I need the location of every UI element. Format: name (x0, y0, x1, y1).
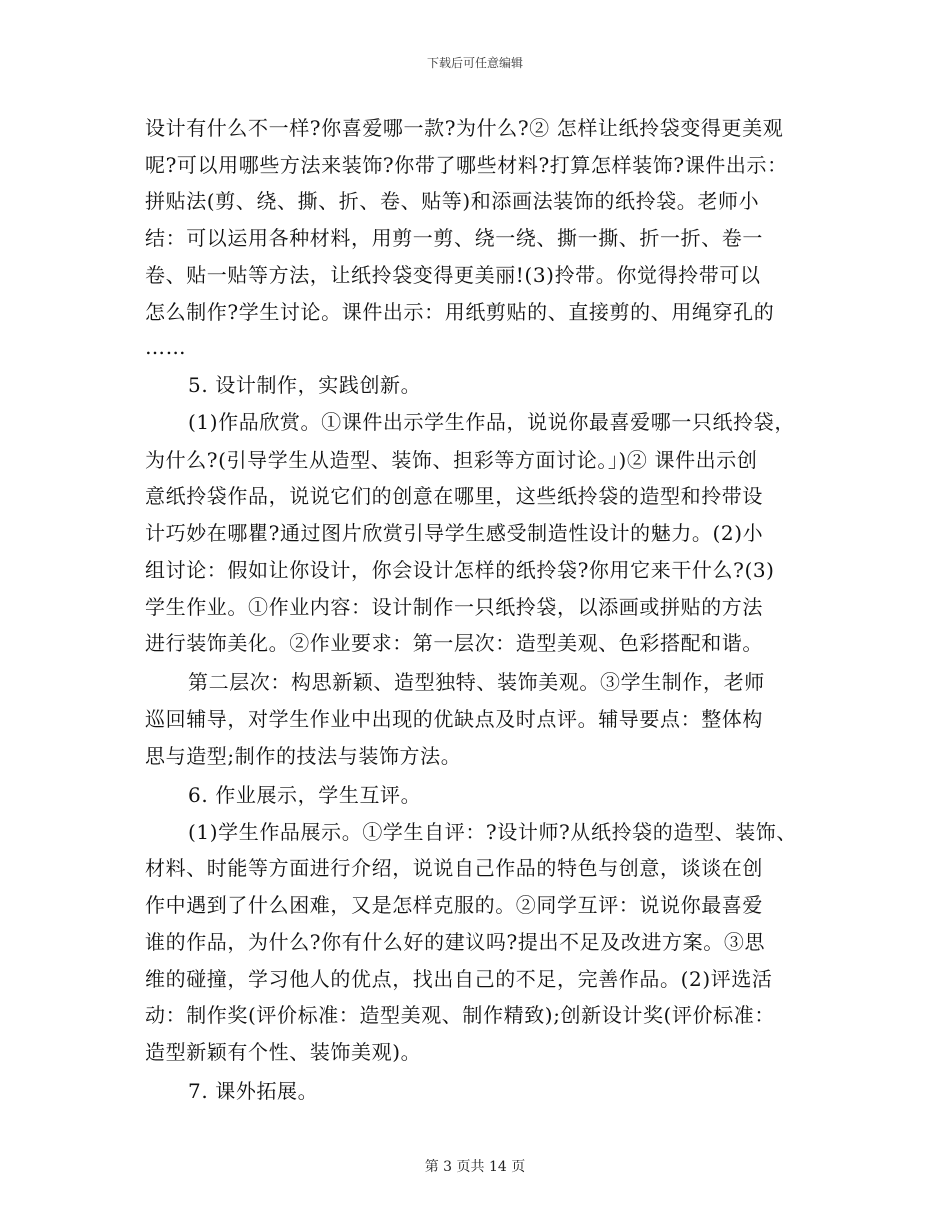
text-line: 结：可以运用各种材料，用剪一剪、绕一绕、撕一撕、折一折、卷一 (145, 226, 763, 250)
text-line: 计巧妙在哪瞿?通过图片欣赏引导学生感受制造性设计的魅力。(2)小 (145, 521, 764, 545)
page-header: 下载后可任意编辑 (426, 56, 523, 70)
text-line: 造型新颖有个性、装饰美观)。 (145, 1040, 422, 1064)
text-line: 材料、时能等方面进行介绍，说说自己作品的特色与创意，谈谈在创 (145, 856, 763, 880)
text-line: 维的碰撞，学习他人的优点，找出自己的不足，完善作品。(2)评选活 (145, 967, 773, 991)
text-line: 谁的作品，为什么?你有什么好的建议吗?提出不足及改进方案。③思 (145, 930, 766, 954)
text-line: 进行装饰美化。②作业要求：第一层次：造型美观、色彩搭配和谐。 (145, 631, 763, 655)
text-line: 思与造型;制作的技法与装饰方法。 (145, 744, 462, 768)
section-heading-6: 6. 作业展示，学生互评。 (188, 783, 422, 807)
text-line: (1)学生作品展示。①学生自评：?设计师?从纸拎袋的造型、装饰、 (188, 820, 797, 844)
text-line: 怎么制作?学生讨论。课件出示：用纸剪贴的、直接剪的、用绳穿孔的 (145, 300, 775, 324)
text-line: 卷、贴一贴等方法，让纸拎袋变得更美丽!(3)拎带。你觉得拎带可以 (145, 263, 761, 287)
page-footer: 第 3 页共 14 页 (424, 1159, 526, 1175)
text-line: 组讨论：假如让你设计，你会设计怎样的纸拎袋?你用它来干什么?(3) (145, 558, 775, 582)
text-line: (1)作品欣赏。①课件出示学生作品，说说你最喜爱哪一只纸拎袋， (188, 410, 795, 434)
text-line: …… (145, 335, 187, 359)
text-line: 设计有什么不一样?你喜爱哪一款?为什么?② 怎样让纸拎袋变得更美观 (145, 116, 784, 140)
section-heading-7: 7. 课外拓展。 (188, 1079, 319, 1103)
text-line: 作中遇到了什么困难，又是怎样克服的。②同学互评：说说你最喜爱 (145, 893, 763, 917)
text-line: 意纸拎袋作品，说说它们的创意在哪里，这些纸拎袋的造型和拎带设 (145, 484, 763, 508)
text-line: 呢?可以用哪些方法来装饰?你带了哪些材料?打算怎样装饰?课件出示： (145, 153, 788, 177)
text-line: 巡回辅导，对学生作业中出现的优缺点及时点评。辅导要点：整体构 (145, 707, 763, 731)
text-line: 拼贴法(剪、绕、撕、折、卷、贴等)和添画法装饰的纸拎袋。老师小 (145, 189, 760, 213)
text-line: 为什么?(引导学生从造型、装饰、担彩等方面讨论。」)② 课件出示创 (145, 448, 758, 472)
text-line: 学生作业。①作业内容：设计制作一只纸拎袋，以添画或拼贴的方法 (145, 595, 763, 619)
text-line: 动：制作奖(评价标准：造型美观、制作精致);创新设计奖(评价标准： (145, 1003, 775, 1027)
section-heading-5: 5. 设计制作，实践创新。 (188, 373, 422, 397)
text-line: 第二层次：构思新颖、造型独特、装饰美观。③学生制作，老师 (188, 670, 765, 694)
